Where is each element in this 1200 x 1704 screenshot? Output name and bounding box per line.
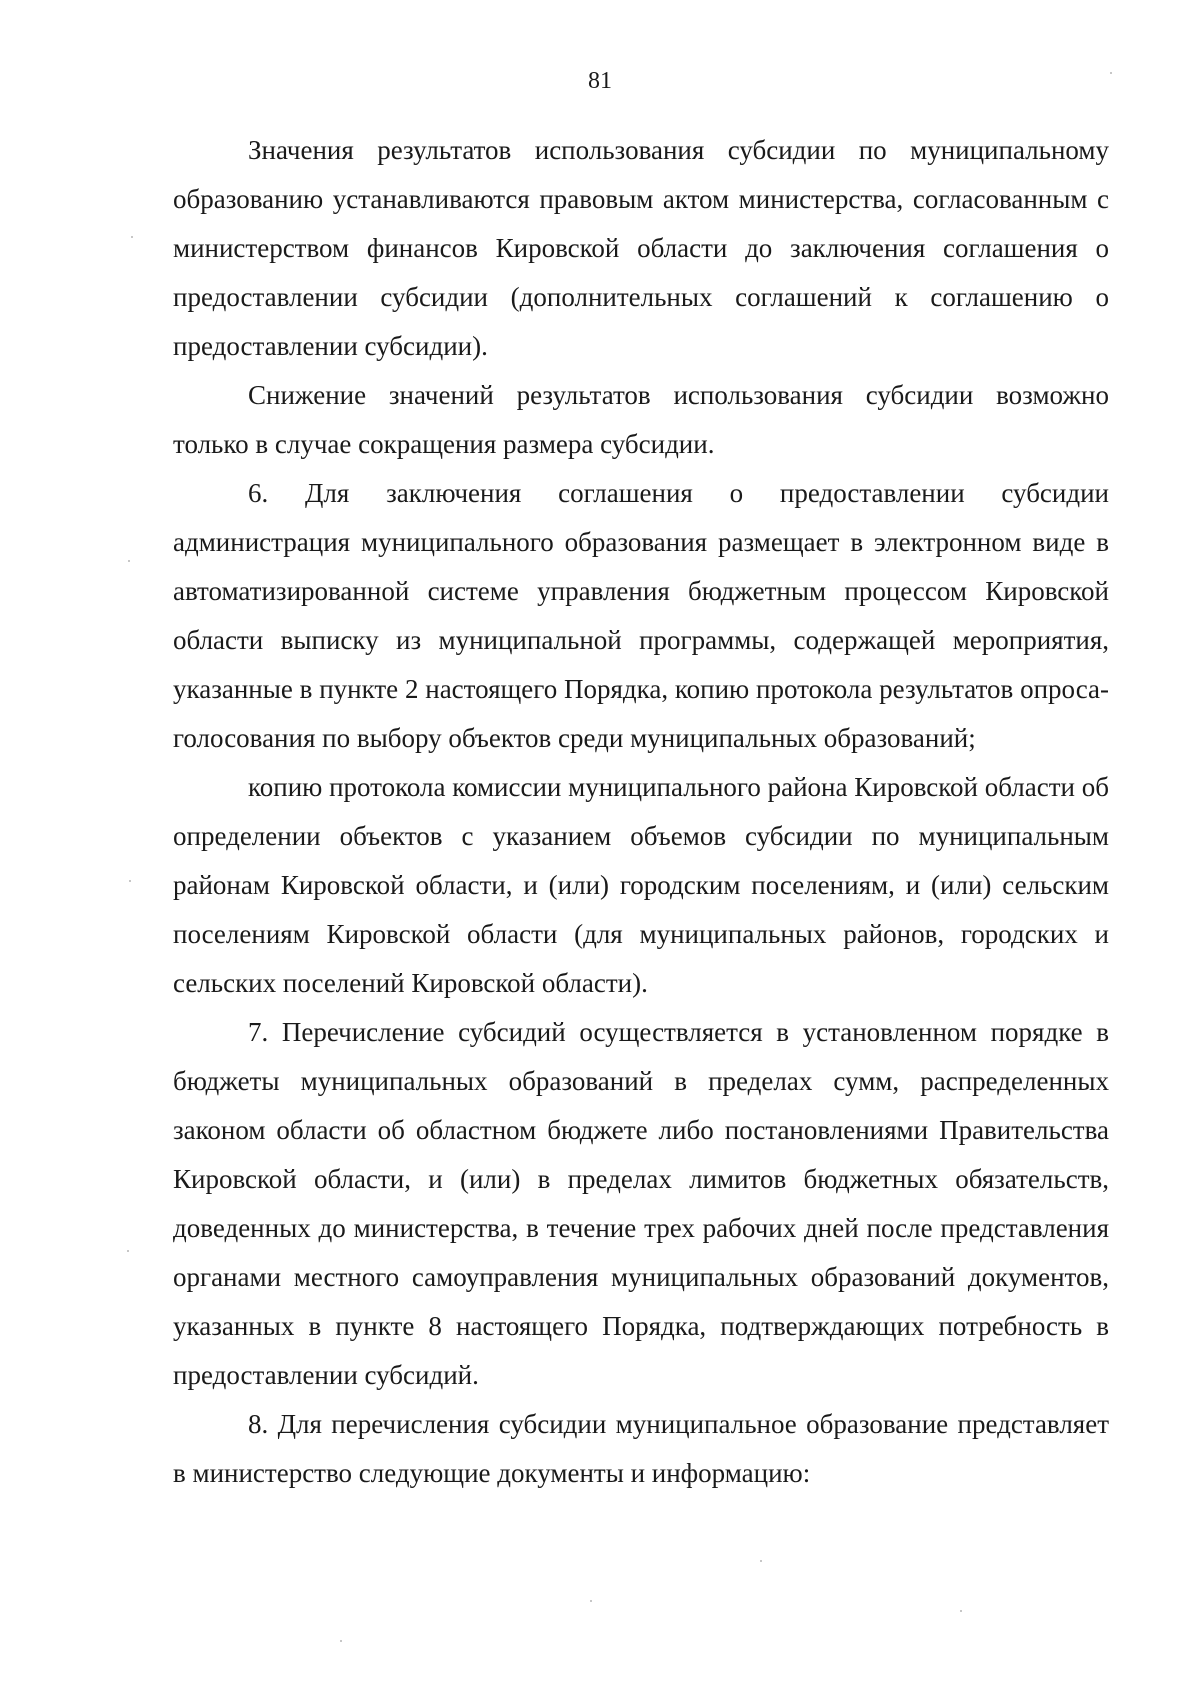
scan-speck <box>129 880 131 882</box>
paragraph-results-values: Значения результатов использования субсидии по муниципальному образованию устанавливаются правовым актом министерства, согласованным с министерством финансов Кировской области до заключения соглашения о предоставлении субсидии (дополнительных соглашений к соглашению о предоставлении субсидии). <box>173 135 1109 361</box>
scan-speck <box>760 1560 762 1562</box>
scan-speck <box>590 1600 592 1602</box>
scan-speck <box>128 560 130 562</box>
paragraph-item-8: 8. Для перечисления субсидии муниципальное образование представляет в министерство следующие документы и информацию: <box>173 1409 1109 1488</box>
scan-speck <box>340 1640 342 1642</box>
paragraph-item-7: 7. Перечисление субсидий осуществляется в установленном порядке в бюджеты муниципальных образований в пределах сумм, распределенных законом области об областном бюджете либо постановлениями Правительства Кировской области, и (или) в пределах лимитов бюджетных обязательств, доведенных до министерства, в течение трех рабочих дней после представления органами местного самоуправления муниципальных образований документов, указанных в пункте 8 настоящего Порядка, подтверждающих потребность в предоставлении субсидий. <box>173 1017 1109 1390</box>
document-body <box>173 126 1109 1498</box>
page-number: 81 <box>588 68 612 94</box>
scan-speck <box>127 1250 129 1252</box>
scan-speck <box>1110 72 1112 74</box>
paragraph-results-reduction: Снижение значений результатов использования субсидии возможно только в случае сокращения размера субсидии. <box>173 380 1109 459</box>
scan-speck <box>960 1610 962 1612</box>
scan-speck <box>131 236 133 238</box>
paragraph-commission-protocol: копию протокола комиссии муниципального района Кировской области об определении объектов с указанием объемов субсидии по муниципальным районам Кировской области, и (или) городским поселениям, и (или) сельским поселениям Кировской области (для муниципальных районов, городских и сельских поселений Кировской области). <box>173 772 1109 998</box>
paragraph-item-6: 6. Для заключения соглашения о предоставлении субсидии администрация муниципального образования размещает в электронном виде в автоматизированной системе управления бюджетным процессом Кировской области выписку из муниципальной программы, содержащей мероприятия, указанные в пункте 2 настоящего Порядка, копию протокола результатов опроса-голосования по выбору объектов среди муниципальных образований; <box>173 478 1109 753</box>
